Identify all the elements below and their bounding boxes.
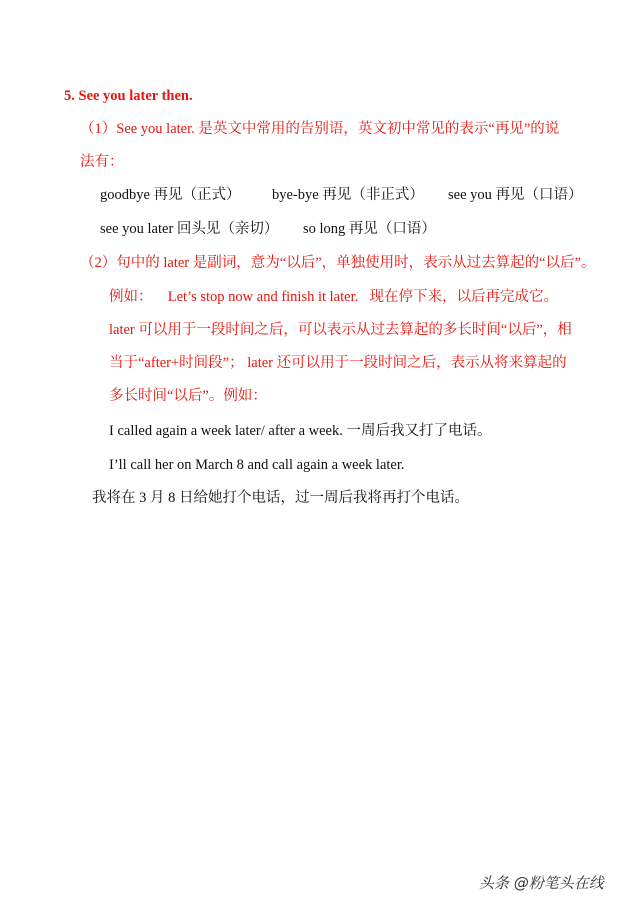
example-label: 例如： [109,289,153,305]
point-2-explain-3: 多长时间“以后”。例如： [109,388,267,404]
point-2-explain-1: later 可以用于一段时间之后，可以表示从过去算起的多长时间“以后”，相 [109,322,572,338]
watermark: 头条 @粉笔头在线 [479,874,604,892]
farewell-example-so-long: so long 再见（口语） [303,221,436,237]
farewell-example-see-you-later: see you later 回头见（亲切） [100,221,279,237]
example-chinese: 现在停下来，以后再完成它。 [369,289,558,305]
point-2-explain-2: 当于“after+时间段”； later 还可以用于一段时间之后，表示从将来算起的 [109,355,567,371]
point-2-line-1: （2）句中的 later 是副词，意为“以后”，单独使用时，表示从过去算起的“以后”。 [80,255,596,271]
example-sentence-2: I’ll call her on March 8 and call again a week later. [109,457,405,473]
farewell-example-bye-bye: bye-bye 再见（非正式） [272,187,424,203]
point-1-line-2: 法有： [80,154,124,170]
example-sentence-2-translation: 我将在 3 月 8 日给她打个电话，过一周后我将再打个电话。 [92,490,469,506]
example-english: Let’s stop now and finish it later. [167,289,359,305]
example-sentence-1: I called again a week later/ after a week. 一周后我又打了电话。 [109,423,492,439]
farewell-example-see-you: see you 再见（口语） [448,187,583,203]
point-2-example [109,287,558,307]
farewell-example-goodbye: goodbye 再见（正式） [100,187,241,203]
section-heading: 5. See you later then. [64,88,193,104]
point-1-line-1: （1）See you later. 是英文中常用的告别语，英文初中常见的表示“再见”的说 [80,121,560,137]
